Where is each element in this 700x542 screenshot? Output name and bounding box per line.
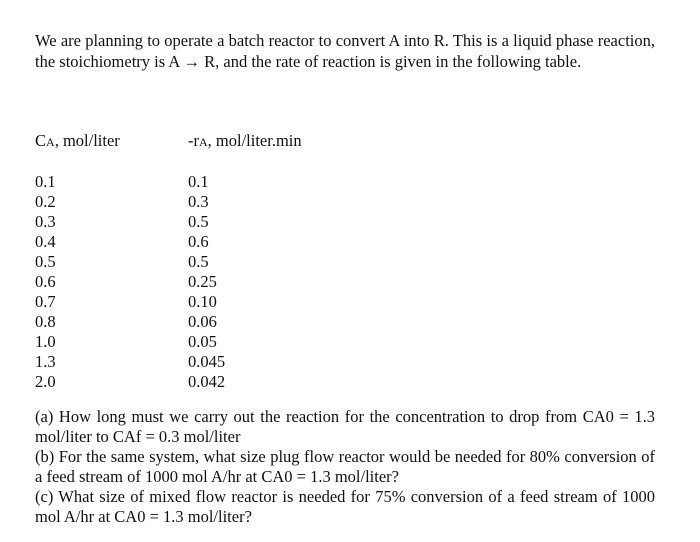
rate-value: 0.045 [188, 352, 226, 371]
rate-value: 0.042 [188, 372, 226, 391]
column-header-concentration [35, 131, 120, 151]
rate-value: 0.5 [188, 252, 209, 271]
header-symbol: -r [188, 131, 199, 150]
question-a: (a) How long must we carry out the reaction for the concentration to drop from CA0 = 1.3 mol/liter to CAf = 0.3 mol/liter [35, 407, 655, 446]
concentration-value: 0.8 [35, 312, 56, 331]
concentration-value: 1.3 [35, 352, 56, 371]
concentration-value: 0.2 [35, 192, 56, 211]
rate-value: 0.06 [188, 312, 217, 331]
rate-value: 0.05 [188, 332, 217, 351]
rate-value: 0.1 [188, 172, 209, 191]
rate-column [188, 172, 225, 392]
column-header-rate [188, 131, 302, 151]
concentration-value: 0.4 [35, 232, 56, 251]
concentration-value: 0.5 [35, 252, 56, 271]
header-subscript: A [199, 135, 208, 149]
rate-value: 0.6 [188, 232, 209, 251]
question-b: (b) For the same system, what size plug flow reactor would be needed for 80% conversion of a feed stream of 1000 mol A/hr at CA0 = 1.3 mol/liter? [35, 447, 655, 486]
header-subscript: A [46, 135, 55, 149]
concentration-value: 0.3 [35, 212, 56, 231]
rate-value: 0.10 [188, 292, 217, 311]
header-unit: , mol/liter.min [207, 131, 302, 150]
concentration-value: 0.1 [35, 172, 56, 191]
rate-value: 0.5 [188, 212, 209, 231]
concentration-value: 0.6 [35, 272, 56, 291]
header-symbol: C [35, 131, 47, 150]
problem-intro: We are planning to operate a batch reactor to convert A into R. This is a liquid phase reaction, the stoichiometry is A → R, and the rate of reaction is given in the following table. [35, 31, 655, 71]
question-c: (c) What size of mixed flow reactor is needed for 75% conversion of a feed stream of 1000 mol A/hr at CA0 = 1.3 mol/liter? [35, 487, 655, 526]
header-unit: , mol/liter [54, 131, 120, 150]
concentration-column [35, 172, 56, 392]
concentration-value: 2.0 [35, 372, 56, 391]
questions-block [35, 407, 655, 527]
rate-value: 0.3 [188, 192, 209, 211]
concentration-value: 0.7 [35, 292, 56, 311]
rate-value: 0.25 [188, 272, 217, 291]
concentration-value: 1.0 [35, 332, 56, 351]
